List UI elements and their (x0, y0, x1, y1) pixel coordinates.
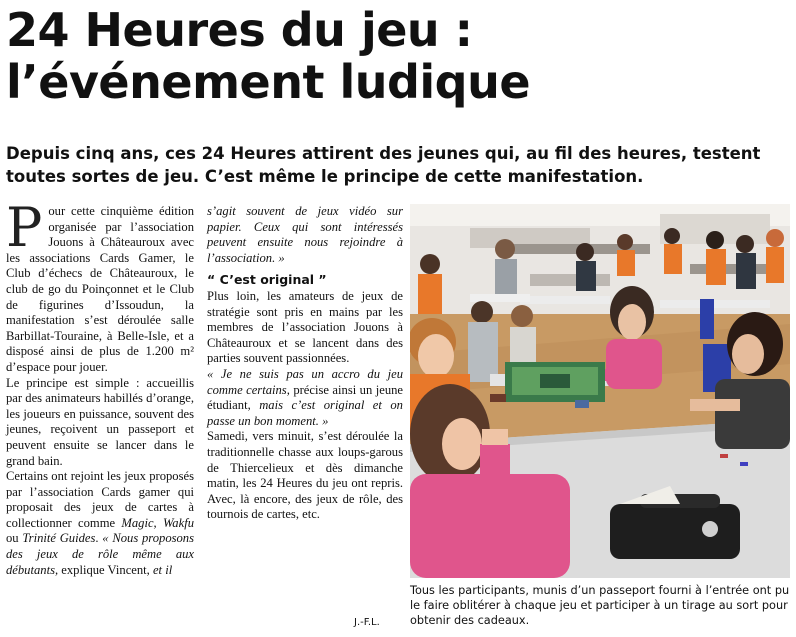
quote-student-c: mais c’est original et on passe un bon moment. » (207, 398, 403, 428)
article-deck: Depuis cinq ans, ces 24 Heures attirent des jeunes qui, au fil des heures, testent toutes sortes de jeu. C’est même le principe de cette manifestation. (6, 144, 761, 186)
student-text-b: précise ainsi un jeune étudiant, (207, 382, 404, 413)
text-column-1 (6, 196, 195, 578)
drop-cap: P (6, 196, 43, 259)
paragraph-student-quote (207, 367, 403, 429)
subheading-original: “ C’est original ” (207, 272, 327, 288)
quote-vincent: « Nous proposons des jeux de rôle même aux débutants, (6, 531, 195, 577)
headline-line-1: 24 Heures du jeu : (6, 3, 473, 57)
game-name-magic-wakfu: Magic, Wakfu (121, 515, 194, 530)
author-signature: J.-F.L. (354, 617, 380, 628)
paragraph-strategy: Plus loin, les amateurs de jeux de stratégie sont pris en mains par les membres de l’association Jouons à Châteauroux et se lancent dans des parties souvent passionnées. (207, 288, 403, 366)
game-name-trinite: Trinité Guides (22, 531, 96, 546)
photo-caption: Tous les participants, munis d’un passeport fourni à l’entrée ont pu le faire oblitérer à chaque jeu et participer à un tirage au sort pour obtenir des cadeaux. (410, 584, 790, 627)
paragraph-intro (6, 196, 194, 376)
article-headline (6, 4, 786, 108)
quote-vincent-cont: et il (152, 562, 173, 577)
paragraph-intro-text: our cette cinquième édition organisée par l’association Jouons à Châteauroux avec les associations Cards Gamer, le Club d’échecs de Châteauroux, le club de go du Poinçonnet et le Club de figurines d’Issoudun, la manifestation s’est déroulée salle Barbillat-Touraine, à Belle-Isle, et a disposé ainsi de plus de 1.200 m² d’espace pour jouer. (6, 204, 194, 374)
paragraph-quote-continued: s’agit souvent de jeux vidéo sur papier. Ceux qui sont intéressés peuvent ensuite nous rejoindre à l’association. » (207, 204, 403, 265)
cards-text-g: explique Vincent, (58, 562, 153, 577)
cards-text-a: Certains ont rejoint les jeux proposés par l’association Cards gamer qui proposait des jeux de cartes à collectionner comme (6, 469, 194, 530)
text-column-2 (207, 204, 403, 523)
players-at-table-illustration (410, 204, 790, 578)
event-photo (410, 204, 790, 578)
cards-text-e: . (95, 531, 103, 546)
quote-student-a: « Je ne suis pas un accro du jeu comme certains, (207, 366, 403, 397)
paragraph-saturday: Samedi, vers minuit, s’est déroulée la traditionnelle chasse aux loups-garous de Thiercelieux et dès dimanche matin, les 24 Heures du jeu ont repris. Avec, là encore, des jeux de rôle, des tournois de cartes, etc. (207, 429, 403, 522)
paragraph-principle: Le principe est simple : accueillis par des animateurs habillés d’orange, les joueurs en puissance, souvent des jeunes, reçoivent un passeport et peuvent ensuite se lancer dans le grand bain. (6, 375, 194, 468)
paragraph-cards-gamer (6, 469, 194, 578)
headline-line-2: l’événement ludique (6, 55, 531, 109)
cards-text-c: ou (6, 531, 23, 546)
